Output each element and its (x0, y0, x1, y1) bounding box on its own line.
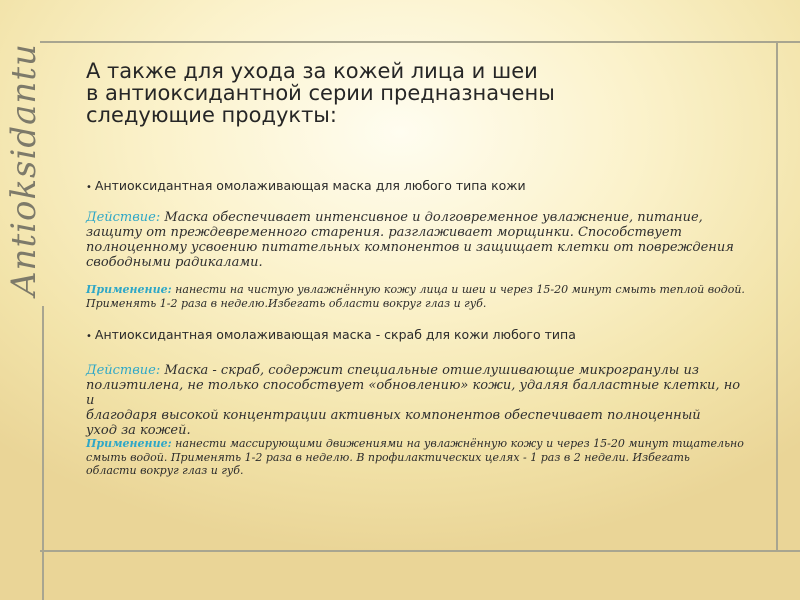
bullet-icon: • (86, 331, 92, 342)
product-2-action-label: Действие: (86, 363, 161, 378)
product-2-usage (86, 437, 746, 478)
product-1-use-line-1: нанести на чистую увлажнённую кожу лица и шеи и через 15-20 минут смыть теплой водой. (171, 283, 745, 296)
product-1-use-label: Применение: (86, 283, 172, 296)
product-2-use-line-2: смыть водой. Применять 1-2 раза в неделю. В профилактических целях - 1 раз в 2 недели. Избегать (86, 450, 690, 464)
product-1-action-line-2: защиту от преждевременного старения. разглаживает морщинки. Способствует (86, 225, 682, 240)
product-1-usage (86, 283, 746, 310)
product-2-use-line-3: области вокруг глаз и губ. (86, 464, 244, 477)
product-2-title (86, 327, 746, 342)
frame-bottom-line (40, 550, 800, 552)
product-1-action-line-3: полноценному усвоению питательных компонентов и защищает клетки от повреждения (86, 240, 734, 255)
product-2-action-line-4: уход за кожей. (86, 423, 191, 438)
bullet-icon: • (86, 182, 92, 193)
frame-top-line (40, 41, 800, 43)
heading-line-3: следующие продукты: (86, 103, 337, 127)
side-title: Antioksidantu (4, 43, 44, 296)
product-1-action (86, 210, 746, 270)
product-2-action-line-3: благодаря высокой концентрации активных компонентов обеспечивает полноценный (86, 408, 701, 423)
product-1-action-line-4: свободными радикалами. (86, 255, 263, 270)
product-1-title-text: Антиоксидантная омолаживающая маска для любого типа кожи (94, 178, 526, 193)
page-heading (86, 60, 666, 126)
product-2-title-text: Антиоксидантная омолаживающая маска - скраб для кожи любого типа (94, 327, 576, 342)
product-2-action-line-1: Маска - скраб, содержит специальные отшелушивающие микрогранулы из (160, 363, 699, 378)
product-2-action-line-2: полиэтилена, не только способствует «обновлению» кожи, удаляя балластные клетки, но и (86, 378, 741, 408)
product-1-action-line-1: Маска обеспечивает интенсивное и долговременное увлажнение, питание, (160, 210, 703, 225)
product-2-action (86, 363, 746, 438)
product-1-title-row (86, 178, 746, 193)
product-2-use-label: Применение: (86, 437, 172, 450)
frame-right-line (776, 41, 778, 552)
product-1-title (86, 178, 746, 193)
product-2-title-row (86, 327, 746, 342)
frame-left-line (42, 306, 44, 600)
heading-line-1: А также для ухода за кожей лица и шеи (86, 59, 538, 83)
product-1-action-label: Действие: (86, 210, 161, 225)
product-1-use-line-2: Применять 1-2 раза в неделю.Избегать области вокруг глаз и губ. (86, 296, 487, 310)
product-2-use-line-1: нанести массирующими движениями на увлажнённую кожу и через 15-20 минут тщательно (171, 437, 744, 450)
heading-line-2: в антиоксидантной серии предназначены (86, 81, 555, 105)
